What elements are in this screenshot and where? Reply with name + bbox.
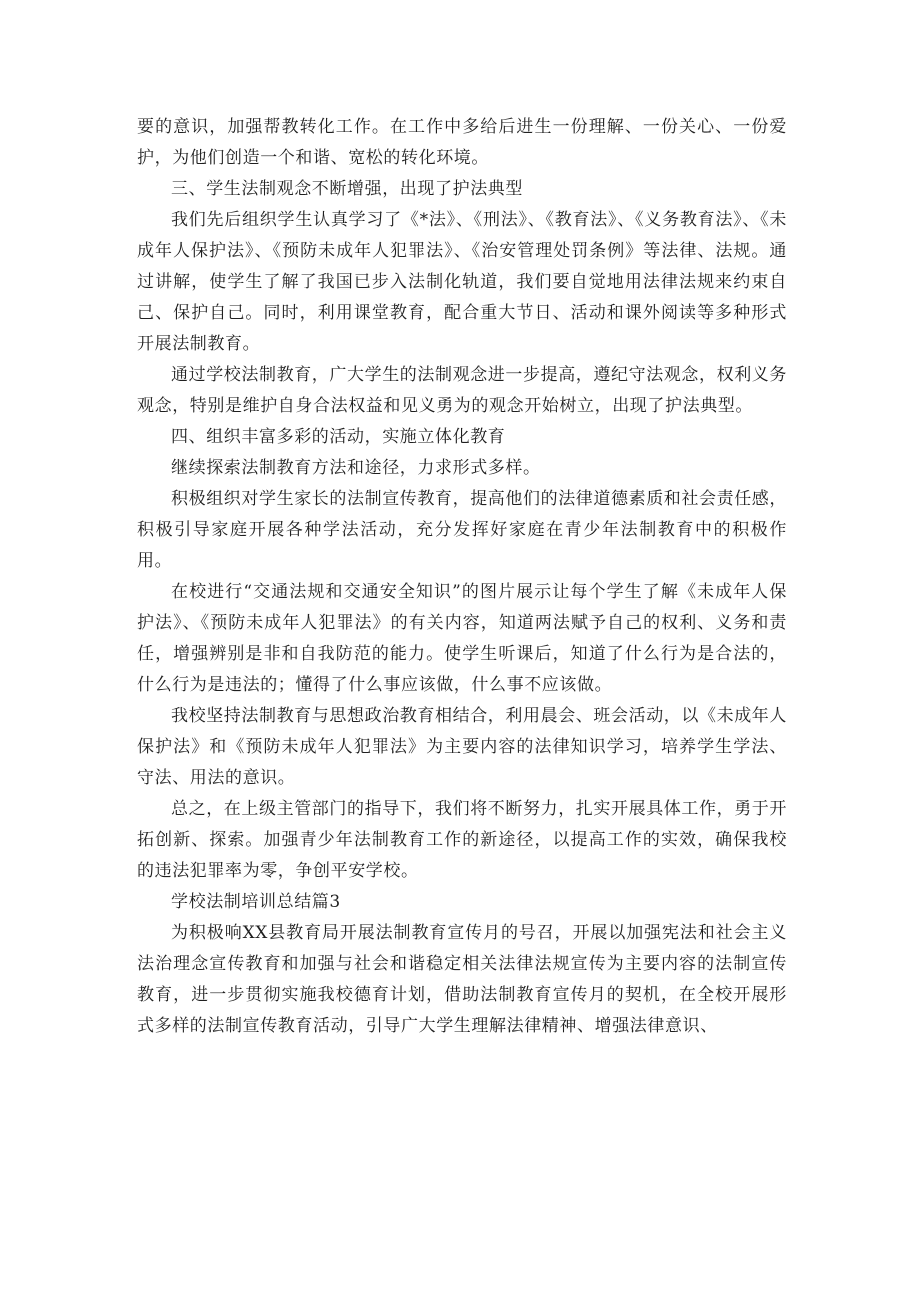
paragraph: 继续探索法制教育方法和途径，力求形式多样。 — [171, 458, 541, 478]
paragraph: 积极组织对学生家长的法制宣传教育，提高他们的法律道德素质和社会责任感，积极引导家庭开展各种学法活动，充分发挥好家庭在青少年法制教育中的积极作用。 — [137, 489, 787, 571]
paragraph: 在校进行“交通法规和交通安全知识”的图片展示让每个学生了解《未成年人保护法》、《预防未成年人犯罪法》的有关内容，知道两法赋予自己的权利、义务和责任，增强辨别是非和自我防范的能力。使学生听课后，知道了什么行为是合法的，什么行为是违法的；懂得了什么事应该做，什么事不应该做。 — [137, 582, 787, 695]
section-heading: 四、组织丰富多彩的活动，实施立体化教育 — [171, 427, 506, 447]
paragraph: 通过学校法制教育，广大学生的法制观念进一步提高，遵纪守法观念，权利义务观念，特别是维护自身合法权益和见义勇为的观念开始树立，出现了护法典型。 — [137, 365, 787, 416]
paragraph: 为积极响XX县教育局开展法制教育宣传月的号召，开展以加强宪法和社会主义法治理念宣传教育和加强与社会和谐稳定相关法律法规宣传为主要内容的法制宣传教育，进一步贯彻实施我校德育计划，借助法制教育宣传月的契机，在全校开展形式多样的法制宣传教育活动，引导广大学生理解法律精神、增强法律意识、 — [137, 923, 787, 1036]
paragraph: 我们先后组织学生认真学习了《*法》、《刑法》、《教育法》、《义务教育法》、《未成年人保护法》、《预防未成年人犯罪法》、《治安管理处罚条例》等法律、法规。通过讲解，使学生了解了我国已步入法制化轨道，我们要自觉地用法律法规来约束自己、保护自己。同时，利用课堂教育，配合重大节日、活动和课外阅读等多种形式开展法制教育。 — [137, 210, 787, 354]
section-title: 学校法制培训总结篇3 — [171, 892, 341, 912]
paragraph: 要的意识，加强帮教转化工作。在工作中多给后进生一份理解、一份关心、一份爱护，为他们创造一个和谐、宽松的转化环境。 — [137, 117, 787, 168]
paragraph: 总之，在上级主管部门的指导下，我们将不断努力，扎实开展具体工作，勇于开拓创新、探索。加强青少年法制教育工作的新途径，以提高工作的实效，确保我校的违法犯罪率为零，争创平安学校。 — [137, 799, 787, 881]
document-body — [137, 112, 787, 1042]
paragraph: 我校坚持法制教育与思想政治教育相结合，利用晨会、班会活动，以《未成年人保护法》和《预防未成年人犯罪法》为主要内容的法律知识学习，培养学生学法、守法、用法的意识。 — [137, 706, 787, 788]
section-heading: 三、学生法制观念不断增强，出现了护法典型 — [171, 179, 523, 199]
